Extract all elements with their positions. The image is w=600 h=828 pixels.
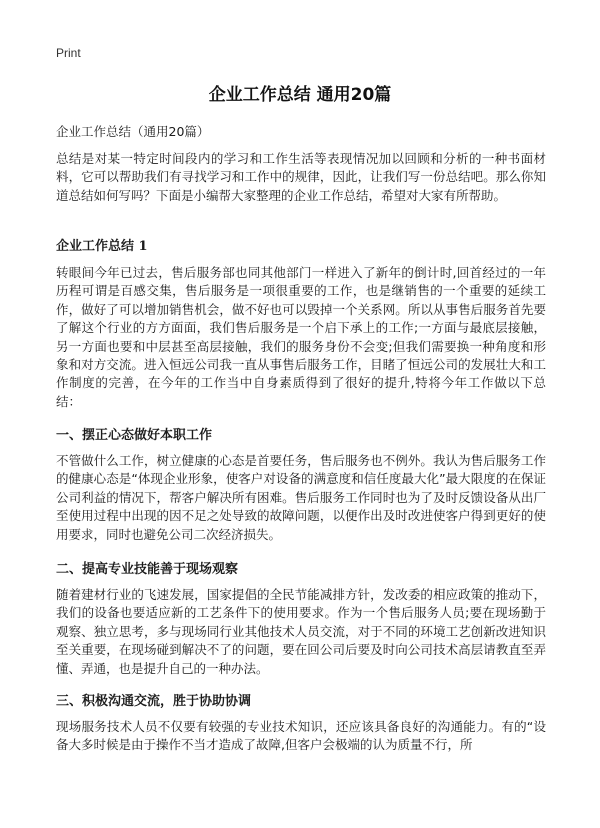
section-paragraph-1: 转眼间今年已过去，售后服务部也同其他部门一样进入了新年的倒计时,回首经过的一年历程可谓是百感交集，售后服务是一项很重要的工作，也是继销售的一个重要的延续工作，做好了可以增加销售机会，做不好也可以毁掉一个关系网。所以从事售后服务首先要了解这个行业的方方面面，我们售后服务是一个启下承上的工作;一方面与最底层接触，另一方面也要和中层甚至高层接触，我们的服务身份不会变;但我们需要换一种角度和形象和对方交流。进入恒远公司我一直从事售后服务工作，目睹了恒远公司的发展壮大和工作制度的完善，在今年的工作当中自身素质得到了很好的提升,特将今年工作做以下总结： [56,265,546,409]
section-heading-2: 一、摆正心态做好本职工作 [56,428,213,443]
print-label: Print [56,46,81,60]
document-title: 企业工作总结 通用20篇 [208,85,392,105]
section-paragraph-4: 现场服务技术人员不仅要有较强的专业技术知识，还应该具备良好的沟通能力。有的“设备大多时候是由于操作不当才造成了故障,但客户会极端的认为质量不行，所 [56,719,546,753]
section-heading-3: 二、提高专业技能善于现场观察 [56,562,239,577]
section-paragraph-3: 随着建材行业的飞速发展，国家提倡的全民节能减排方针，发改委的相应政策的推动下，我们的设备也要适应新的工艺条件下的使用要求。作为一个售后服务人员;要在现场勤于观察、独立思考，多与现场同行业其他技术人员交流，对于不同的环境工艺创新改进知识至关重要，在现场碰到解决不了的问题，要在回公司后要及时向公司技术高层请教直至弄懂、弄通，也是提升自己的一种办法。 [56,587,546,676]
document-subtitle: 企业工作总结（通用20篇） [56,124,210,139]
section-heading-1: 企业工作总结 1 [56,239,148,254]
section-paragraph-2: 不管做什么工作，树立健康的心态是首要任务，售后服务也不例外。我认为售后服务工作的健康心态是“体现企业形象，使客户对设备的满意度和信任度最大化”最大限度的在保证公司利益的情况下，帮客户解决所有困难。售后服务工作同时也为了及时反馈设备从出厂至使用过程中出现的因不足之处导致的故障问题，以便作出及时改进使客户得到更好的使用要求，同时也避免公司二次经济损失。 [56,453,546,542]
intro-paragraph: 总结是对某一特定时间段内的学习和工作生活等表现情况加以回顾和分析的一种书面材料，它可以帮助我们有寻找学习和工作中的规律，因此，让我们写一份总结吧。那么你知道总结如何写吗？下面是小编帮大家整理的企业工作总结，希望对大家有所帮助。 [56,151,546,203]
section-heading-4: 三、积极沟通交流，胜于协助协调 [56,694,252,709]
